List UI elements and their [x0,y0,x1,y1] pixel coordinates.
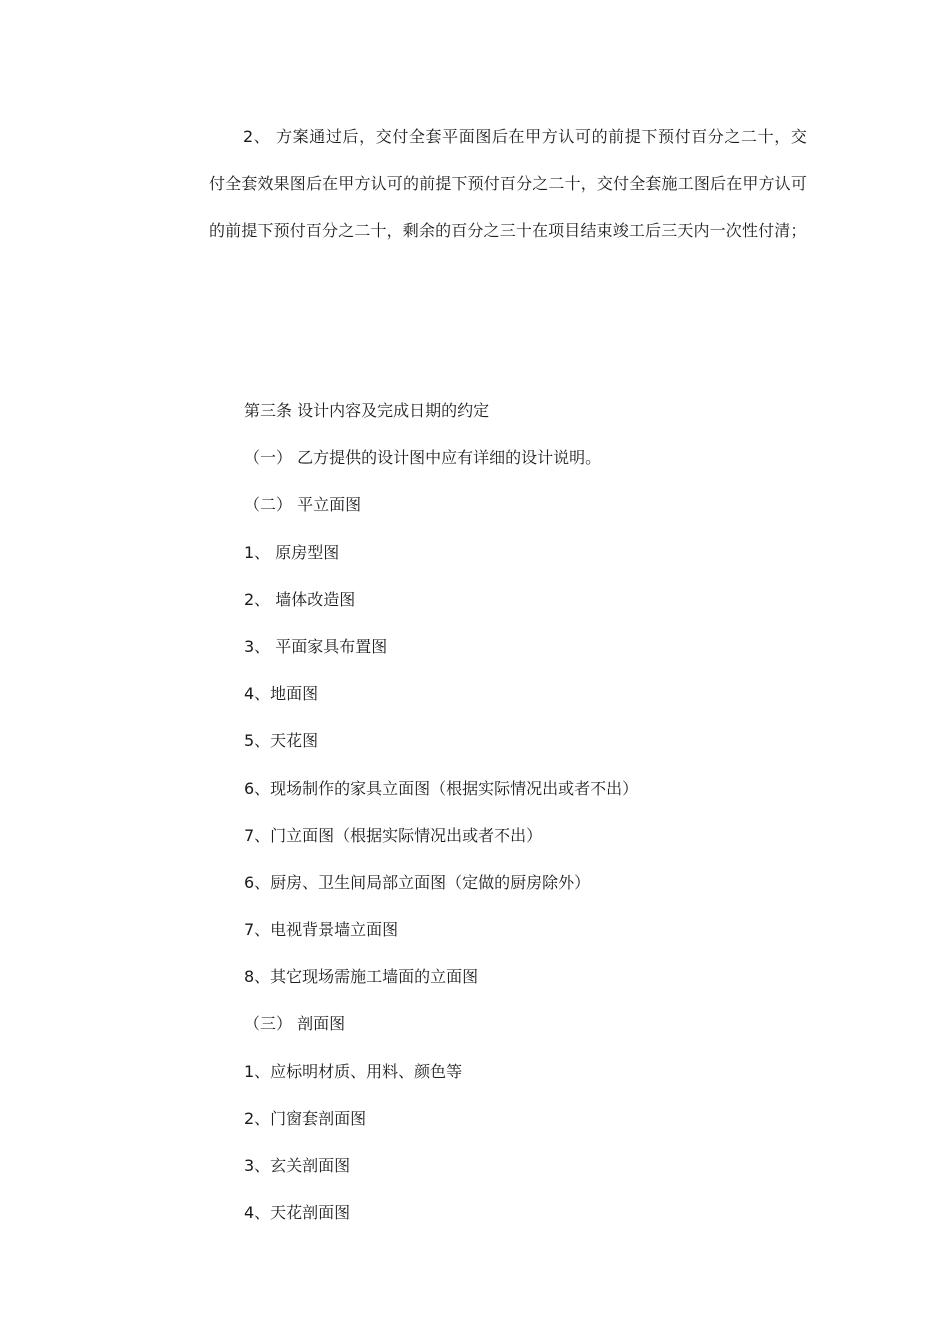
payment-terms-paragraph: 2、 方案通过后，交付全套平面图后在甲方认可的前提下预付百分之二十，交付全套效果图后在甲方认可的前提下预付百分之二十，交付全套施工图后在甲方认可的前提下预付百分之二十，剩余的百分之三十在项目结束竣工后三天内一次性付清； [209,127,807,240]
list-item: 3、玄关剖面图 [244,1156,351,1175]
list-item: 4、天花剖面图 [244,1203,351,1223]
list-item: 7、门立面图（根据实际情况出或者不出） [244,825,543,845]
list-item: 2、门窗套剖面图 [244,1108,367,1128]
section-one-design-notes: （一） 乙方提供的设计图中应有详细的设计说明。 [244,448,602,468]
list-item: 3、 平面家具布置图 [244,636,388,656]
design-content-list [244,387,638,1236]
list-item: 6、现场制作的家具立面图（根据实际情况出或者不出） [244,778,639,798]
list-item: 6、厨房、卫生间局部立面图（定做的厨房除外） [244,872,591,892]
article-three-heading: 第三条 设计内容及完成日期的约定 [244,401,490,420]
section-two-heading: （二） 平立面图 [244,495,362,515]
list-item: 2、 墙体改造图 [244,589,356,609]
list-item: 8、其它现场需施工墙面的立面图 [244,967,479,987]
section-three-heading: （三） 剖面图 [244,1014,346,1034]
list-item: 1、应标明材质、用料、颜色等 [244,1061,463,1081]
list-item: 7、电视背景墙立面图 [244,920,399,940]
list-item: 1、 原房型图 [244,542,340,562]
list-item: 4、地面图 [244,684,319,704]
list-item: 5、天花图 [244,731,319,751]
